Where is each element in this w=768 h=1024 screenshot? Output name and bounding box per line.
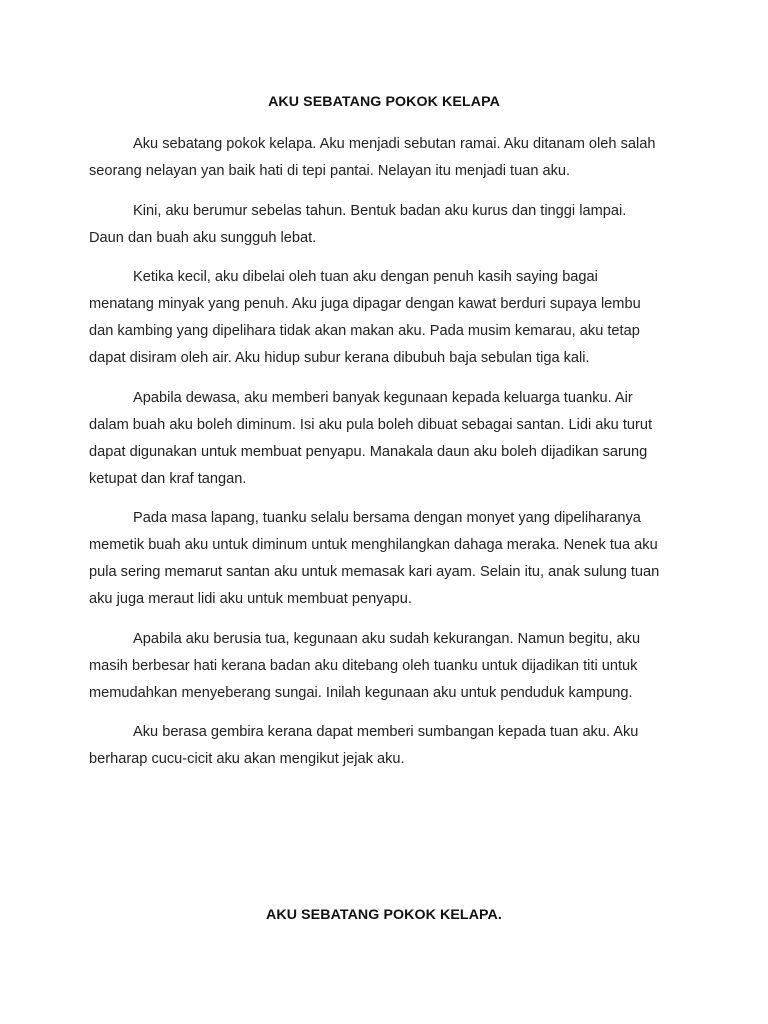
text-line: Aku sebatang pokok kelapa. Aku menjadi sebutan ramai. Aku ditanam oleh salah — [133, 136, 656, 152]
text-line: berharap cucu-cicit aku akan mengikut jejak aku. — [89, 751, 405, 767]
paragraph — [89, 505, 689, 613]
paragraph — [89, 626, 689, 707]
text-line: dan kambing yang dipelihara tidak akan makan aku. Pada musim kemarau, aku tetap — [89, 323, 640, 339]
document-title: AKU SEBATANG POKOK KELAPA — [268, 94, 500, 110]
text-line: memetik buah aku untuk diminum untuk menghilangkan dahaga meraka. Nenek tua aku — [89, 537, 658, 553]
text-line: Pada masa lapang, tuanku selalu bersama dengan monyet yang dipeliharanya — [133, 510, 641, 526]
text-line: Apabila aku berusia tua, kegunaan aku sudah kekurangan. Namun begitu, aku — [133, 630, 641, 647]
text-line: dapat digunakan untuk membuat penyapu. Manakala daun aku boleh dijadikan sarung — [89, 443, 648, 460]
paragraph — [89, 131, 689, 185]
text-line: Daun dan buah aku sungguh lebat. — [89, 229, 317, 246]
text-line: memudahkan menyeberang sungai. Inilah kegunaan aku untuk penduduk kampung. — [89, 684, 633, 701]
text-line: Ketika kecil, aku dibelai oleh tuan aku dengan penuh kasih saying bagai — [133, 269, 598, 285]
text-line: ketupat dan kraf tangan. — [89, 470, 247, 487]
paragraph — [89, 264, 689, 372]
repeated-title: AKU SEBATANG POKOK KELAPA. — [266, 907, 502, 923]
paragraph — [89, 719, 689, 773]
text-line: Kini, aku berumur sebelas tahun. Bentuk badan aku kurus dan tinggi lampai. — [133, 202, 627, 219]
text-line: dapat disiram oleh air. Aku hidup subur kerana dibubuh baja sebulan tiga kali. — [89, 350, 590, 366]
paragraph — [89, 198, 689, 252]
text-line: aku juga meraut lidi aku untuk membuat penyapu. — [89, 591, 412, 607]
text-line: menatang minyak yang penuh. Aku juga dipagar dengan kawat berduri supaya lembu — [89, 296, 641, 312]
essay-body — [89, 131, 689, 786]
text-line: Aku berasa gembira kerana dapat memberi sumbangan kepada tuan aku. Aku — [133, 724, 639, 740]
text-line: seorang nelayan yan baik hati di tepi pantai. Nelayan itu menjadi tuan aku. — [89, 163, 571, 179]
text-line: pula sering memarut santan aku untuk memasak kari ayam. Selain itu, anak sulung tuan — [89, 564, 660, 580]
text-line: dalam buah aku boleh diminum. Isi aku pula boleh dibuat sebagai santan. Lidi aku turut — [89, 416, 653, 433]
text-line: masih berbesar hati kerana badan aku ditebang oleh tuanku untuk dijadikan titi untuk — [89, 657, 638, 674]
paragraph — [89, 385, 689, 493]
text-line: Apabila dewasa, aku memberi banyak kegunaan kepada keluarga tuanku. Air — [133, 389, 633, 406]
